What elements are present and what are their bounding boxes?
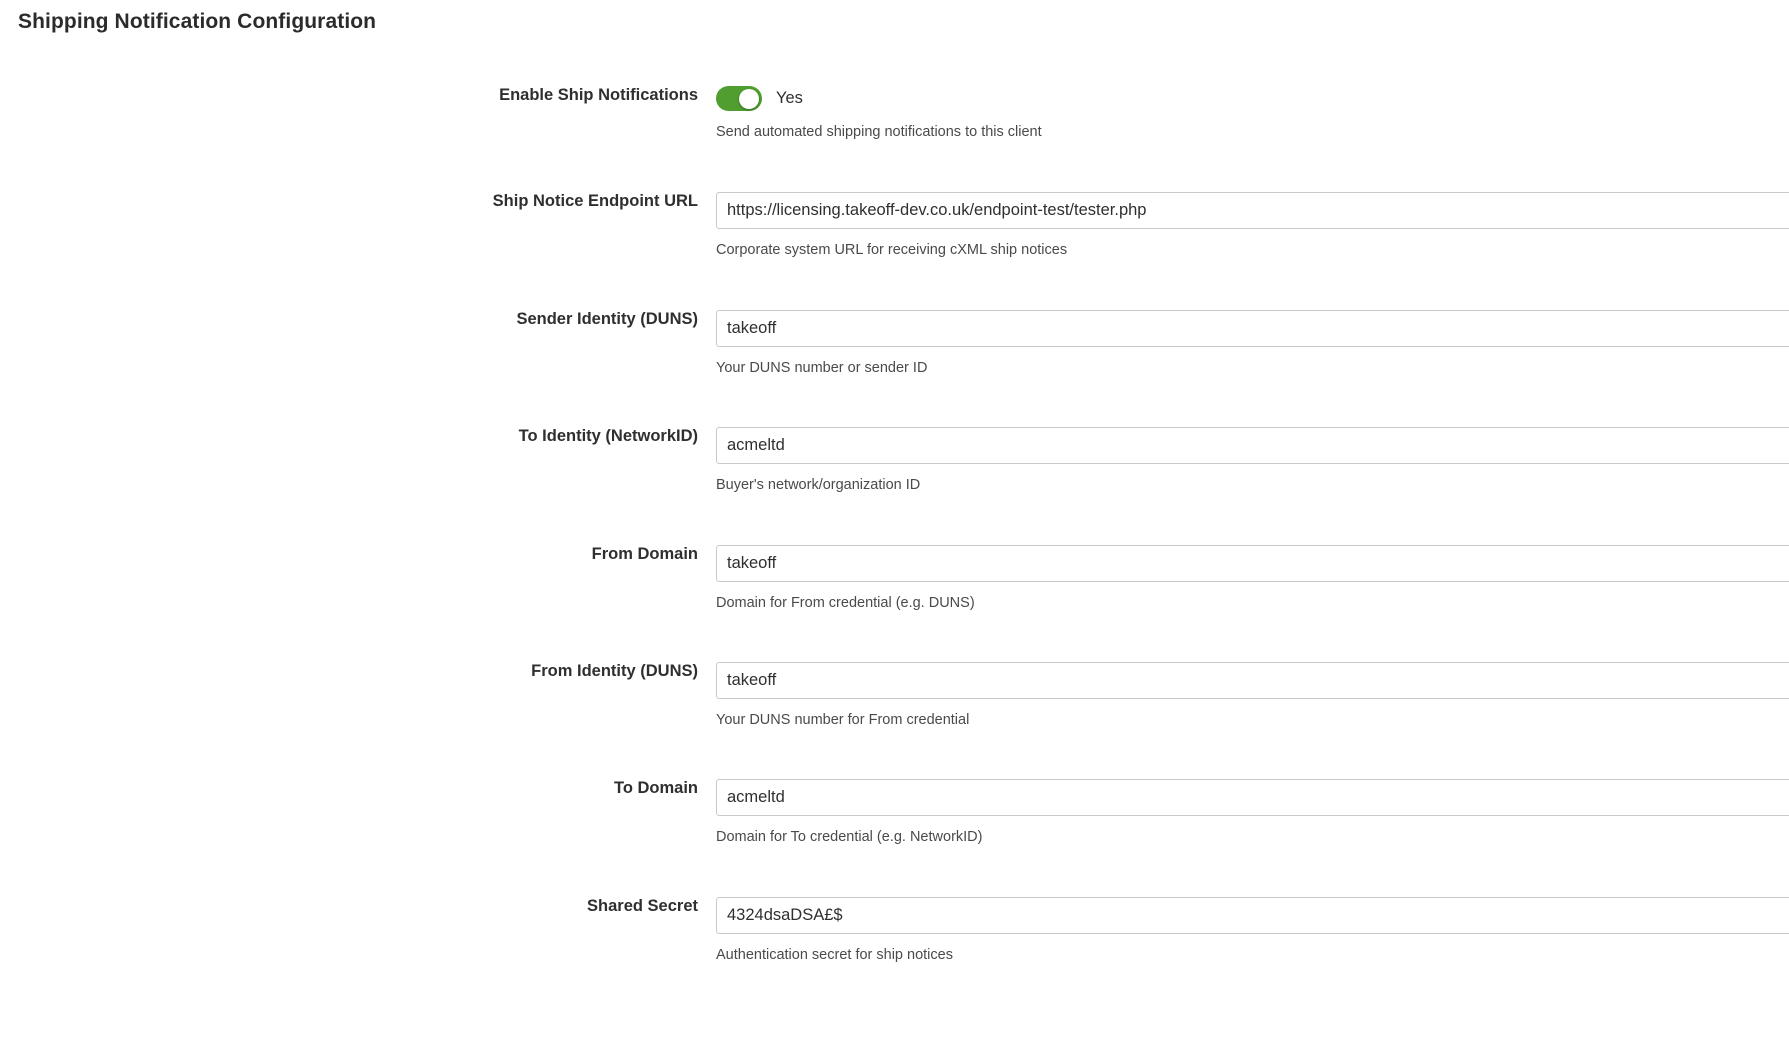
shared-secret-input[interactable]	[716, 897, 1789, 934]
help-sender-identity-duns: Your DUNS number or sender ID	[716, 359, 928, 376]
from-identity-duns-input[interactable]	[716, 662, 1789, 699]
row-spacer	[0, 377, 1789, 427]
control-from-identity-duns	[716, 662, 1789, 729]
help-to-identity-networkid: Buyer's network/organization ID	[716, 477, 921, 494]
ship-notice-endpoint-url-input[interactable]	[716, 192, 1789, 229]
control-shared-secret	[716, 897, 1789, 964]
label-ship-notice-endpoint-url: Ship Notice Endpoint URL	[492, 192, 698, 211]
control-to-domain	[716, 779, 1789, 846]
row-spacer	[0, 847, 1789, 897]
label-enable-ship-notifications: Enable Ship Notifications	[499, 86, 698, 104]
help-ship-notice-endpoint-url: Corporate system URL for receiving cXML ship notices	[716, 242, 1068, 259]
help-shared-secret: Authentication secret for ship notices	[716, 946, 953, 963]
help-from-domain: Domain for From credential (e.g. DUNS)	[716, 594, 975, 611]
sender-identity-duns-input[interactable]	[716, 310, 1789, 347]
toggle-knob-icon	[739, 89, 759, 109]
to-domain-input[interactable]	[716, 779, 1789, 816]
to-identity-networkid-input[interactable]	[716, 427, 1789, 464]
row-spacer	[0, 612, 1789, 662]
help-to-domain: Domain for To credential (e.g. NetworkID)	[716, 829, 983, 846]
field-row-from-identity-duns	[0, 662, 1789, 729]
field-row-sender-identity-duns	[0, 310, 1789, 377]
field-row-enable-ship-notifications	[0, 86, 1789, 141]
enable-ship-notifications-toggle[interactable]	[716, 86, 762, 111]
row-spacer	[0, 260, 1789, 310]
toggle-group-enable-ship-notifications	[716, 86, 1789, 111]
control-enable-ship-notifications	[716, 86, 1789, 141]
help-from-identity-duns: Your DUNS number for From credential	[716, 711, 970, 728]
field-row-shared-secret	[0, 897, 1789, 964]
control-sender-identity-duns	[716, 310, 1789, 377]
shipping-notification-form	[0, 86, 1789, 964]
help-enable-ship-notifications: Send automated shipping notifications to this client	[716, 124, 1042, 140]
label-to-domain: To Domain	[613, 779, 698, 798]
row-spacer	[0, 141, 1789, 192]
label-shared-secret: Shared Secret	[587, 896, 698, 915]
label-to-identity-networkid: To Identity (NetworkID)	[518, 427, 698, 446]
row-spacer	[0, 729, 1789, 779]
label-from-domain: From Domain	[591, 544, 698, 563]
row-spacer	[0, 495, 1789, 545]
field-row-to-domain	[0, 779, 1789, 846]
control-ship-notice-endpoint-url	[716, 192, 1789, 259]
field-row-from-domain	[0, 545, 1789, 612]
enable-ship-notifications-toggle-value: Yes	[776, 89, 803, 107]
field-row-to-identity-networkid	[0, 427, 1789, 494]
label-from-identity-duns: From Identity (DUNS)	[531, 661, 698, 680]
control-from-domain	[716, 545, 1789, 612]
field-row-ship-notice-endpoint-url	[0, 192, 1789, 259]
page-title: Shipping Notification Configuration	[18, 10, 377, 33]
from-domain-input[interactable]	[716, 545, 1789, 582]
control-to-identity-networkid	[716, 427, 1789, 494]
label-sender-identity-duns: Sender Identity (DUNS)	[516, 309, 698, 328]
